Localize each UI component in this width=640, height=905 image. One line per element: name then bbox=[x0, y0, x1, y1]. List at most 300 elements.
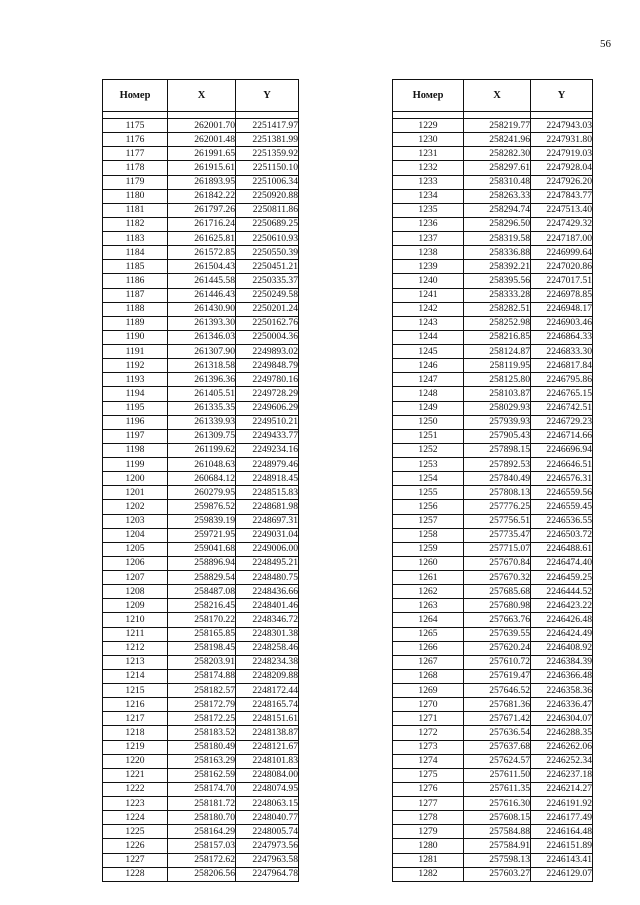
table-row bbox=[103, 613, 299, 627]
cell-number: 1249 bbox=[393, 401, 464, 415]
cell-x: 258282.51 bbox=[464, 302, 531, 316]
cell-number: 1269 bbox=[393, 684, 464, 698]
cell-x: 260684.12 bbox=[168, 472, 236, 486]
table-row bbox=[393, 655, 593, 669]
cell-y: 2249893.02 bbox=[236, 345, 299, 359]
cell-x: 258252.98 bbox=[464, 316, 531, 330]
cell-x: 258310.48 bbox=[464, 175, 531, 189]
cell-x: 258216.45 bbox=[168, 599, 236, 613]
cell-number: 1189 bbox=[103, 316, 168, 330]
table-row bbox=[103, 698, 299, 712]
table-row bbox=[393, 189, 593, 203]
table-row bbox=[393, 486, 593, 500]
cell-x: 257584.91 bbox=[464, 839, 531, 853]
cell-y: 2250335.37 bbox=[236, 274, 299, 288]
cell-x: 258124.87 bbox=[464, 345, 531, 359]
cell-x: 262001.48 bbox=[168, 133, 236, 147]
cell-number: 1210 bbox=[103, 613, 168, 627]
cell-y: 2246423.22 bbox=[531, 599, 593, 613]
cell-x: 257637.68 bbox=[464, 740, 531, 754]
table-row bbox=[393, 345, 593, 359]
cell-y: 2250689.25 bbox=[236, 217, 299, 231]
table-row bbox=[103, 387, 299, 401]
cell-x: 258206.56 bbox=[168, 867, 236, 881]
table-row bbox=[393, 260, 593, 274]
table-row bbox=[103, 655, 299, 669]
cell-number: 1196 bbox=[103, 415, 168, 429]
table-row bbox=[393, 669, 593, 683]
cell-number: 1252 bbox=[393, 443, 464, 457]
table-row bbox=[393, 754, 593, 768]
cell-number: 1271 bbox=[393, 712, 464, 726]
cell-y: 2247020.86 bbox=[531, 260, 593, 274]
cell-x: 259876.52 bbox=[168, 500, 236, 514]
cell-y: 2246262.06 bbox=[531, 740, 593, 754]
cell-number: 1178 bbox=[103, 161, 168, 175]
cell-y: 2248101.83 bbox=[236, 754, 299, 768]
table-row bbox=[103, 443, 299, 457]
table-row bbox=[393, 528, 593, 542]
table-row bbox=[103, 316, 299, 330]
cell-y: 2248074.95 bbox=[236, 782, 299, 796]
table-row bbox=[103, 825, 299, 839]
table-row bbox=[103, 246, 299, 260]
cell-x: 257603.27 bbox=[464, 867, 531, 881]
table-row bbox=[103, 754, 299, 768]
cell-y: 2248138.87 bbox=[236, 726, 299, 740]
cell-y: 2250550.39 bbox=[236, 246, 299, 260]
cell-number: 1248 bbox=[393, 387, 464, 401]
table-row bbox=[103, 203, 299, 217]
cell-x: 257735.47 bbox=[464, 528, 531, 542]
cell-number: 1263 bbox=[393, 599, 464, 613]
cell-x: 261991.65 bbox=[168, 147, 236, 161]
cell-x: 258297.61 bbox=[464, 161, 531, 175]
cell-x: 258162.59 bbox=[168, 768, 236, 782]
table-row bbox=[393, 599, 593, 613]
cell-number: 1276 bbox=[393, 782, 464, 796]
cell-x: 257584.88 bbox=[464, 825, 531, 839]
cell-x: 258170.22 bbox=[168, 613, 236, 627]
cell-y: 2246426.48 bbox=[531, 613, 593, 627]
header-spacer bbox=[393, 112, 593, 119]
table-row bbox=[103, 274, 299, 288]
cell-y: 2247017.51 bbox=[531, 274, 593, 288]
cell-number: 1195 bbox=[103, 401, 168, 415]
table-row bbox=[103, 556, 299, 570]
cell-number: 1278 bbox=[393, 811, 464, 825]
cell-number: 1256 bbox=[393, 500, 464, 514]
cell-y: 2246214.27 bbox=[531, 782, 593, 796]
table-row bbox=[393, 387, 593, 401]
cell-x: 258183.52 bbox=[168, 726, 236, 740]
table-row bbox=[393, 585, 593, 599]
cell-number: 1184 bbox=[103, 246, 168, 260]
cell-y: 2248301.38 bbox=[236, 627, 299, 641]
cell-x: 258829.54 bbox=[168, 571, 236, 585]
cell-number: 1266 bbox=[393, 641, 464, 655]
cell-x: 258119.95 bbox=[464, 359, 531, 373]
cell-x: 259721.95 bbox=[168, 528, 236, 542]
cell-number: 1186 bbox=[103, 274, 168, 288]
table-row bbox=[393, 811, 593, 825]
table-row bbox=[103, 232, 299, 246]
cell-x: 261318.58 bbox=[168, 359, 236, 373]
cell-x: 261346.03 bbox=[168, 330, 236, 344]
cell-y: 2246646.51 bbox=[531, 458, 593, 472]
cell-x: 261199.62 bbox=[168, 443, 236, 457]
cell-y: 2247926.20 bbox=[531, 175, 593, 189]
cell-number: 1245 bbox=[393, 345, 464, 359]
table-row bbox=[393, 782, 593, 796]
cell-y: 2248515.83 bbox=[236, 486, 299, 500]
cell-number: 1240 bbox=[393, 274, 464, 288]
table-row bbox=[393, 825, 593, 839]
table-row bbox=[393, 458, 593, 472]
cell-y: 2251150.10 bbox=[236, 161, 299, 175]
cell-x: 257608.15 bbox=[464, 811, 531, 825]
cell-y: 2246999.64 bbox=[531, 246, 593, 260]
cell-y: 2248258.46 bbox=[236, 641, 299, 655]
cell-y: 2246864.33 bbox=[531, 330, 593, 344]
table-row bbox=[103, 486, 299, 500]
cell-number: 1279 bbox=[393, 825, 464, 839]
table-row bbox=[393, 203, 593, 217]
cell-number: 1227 bbox=[103, 853, 168, 867]
cell-number: 1200 bbox=[103, 472, 168, 486]
cell-x: 261393.30 bbox=[168, 316, 236, 330]
table-row bbox=[103, 627, 299, 641]
table-row bbox=[393, 684, 593, 698]
cell-number: 1181 bbox=[103, 203, 168, 217]
cell-x: 261797.26 bbox=[168, 203, 236, 217]
cell-y: 2246729.23 bbox=[531, 415, 593, 429]
table-row bbox=[103, 867, 299, 881]
cell-x: 257611.50 bbox=[464, 768, 531, 782]
table-row bbox=[103, 217, 299, 231]
table-row bbox=[393, 712, 593, 726]
cell-x: 261625.81 bbox=[168, 232, 236, 246]
cell-y: 2246424.49 bbox=[531, 627, 593, 641]
table-row bbox=[103, 768, 299, 782]
cell-y: 2246696.94 bbox=[531, 443, 593, 457]
table-row bbox=[103, 853, 299, 867]
cell-y: 2246503.72 bbox=[531, 528, 593, 542]
table-row bbox=[393, 641, 593, 655]
cell-x: 257624.57 bbox=[464, 754, 531, 768]
coordinates-table-right bbox=[392, 79, 593, 882]
cell-number: 1206 bbox=[103, 556, 168, 570]
cell-number: 1261 bbox=[393, 571, 464, 585]
table-row bbox=[393, 316, 593, 330]
cell-x: 258392.21 bbox=[464, 260, 531, 274]
cell-x: 261307.90 bbox=[168, 345, 236, 359]
cell-number: 1253 bbox=[393, 458, 464, 472]
cell-x: 257639.55 bbox=[464, 627, 531, 641]
cell-x: 258241.96 bbox=[464, 133, 531, 147]
cell-y: 2246177.49 bbox=[531, 811, 593, 825]
cell-number: 1207 bbox=[103, 571, 168, 585]
header-y: Y bbox=[531, 80, 593, 112]
cell-y: 2248209.88 bbox=[236, 669, 299, 683]
cell-y: 2250610.93 bbox=[236, 232, 299, 246]
cell-number: 1282 bbox=[393, 867, 464, 881]
cell-x: 258296.50 bbox=[464, 217, 531, 231]
table-row bbox=[103, 782, 299, 796]
cell-x: 257598.13 bbox=[464, 853, 531, 867]
table-row bbox=[393, 472, 593, 486]
cell-y: 2246408.92 bbox=[531, 641, 593, 655]
header-x: X bbox=[464, 80, 531, 112]
cell-y: 2246978.85 bbox=[531, 288, 593, 302]
cell-number: 1264 bbox=[393, 613, 464, 627]
cell-y: 2247187.00 bbox=[531, 232, 593, 246]
cell-x: 258164.29 bbox=[168, 825, 236, 839]
cell-y: 2248480.75 bbox=[236, 571, 299, 585]
table-header-row bbox=[393, 80, 593, 112]
table-row bbox=[103, 119, 299, 133]
table-row bbox=[103, 373, 299, 387]
cell-y: 2246191.92 bbox=[531, 797, 593, 811]
cell-number: 1179 bbox=[103, 175, 168, 189]
cell-number: 1258 bbox=[393, 528, 464, 542]
table-row bbox=[393, 401, 593, 415]
table-row bbox=[393, 627, 593, 641]
cell-number: 1244 bbox=[393, 330, 464, 344]
table-row bbox=[393, 217, 593, 231]
table-row bbox=[103, 133, 299, 147]
table-row bbox=[393, 500, 593, 514]
cell-number: 1222 bbox=[103, 782, 168, 796]
table-row bbox=[393, 330, 593, 344]
cell-x: 257616.30 bbox=[464, 797, 531, 811]
table-row bbox=[393, 119, 593, 133]
cell-number: 1183 bbox=[103, 232, 168, 246]
cell-y: 2246488.61 bbox=[531, 542, 593, 556]
cell-number: 1197 bbox=[103, 429, 168, 443]
cell-y: 2247919.03 bbox=[531, 147, 593, 161]
cell-x: 257646.52 bbox=[464, 684, 531, 698]
cell-x: 258333.28 bbox=[464, 288, 531, 302]
table-row bbox=[103, 585, 299, 599]
table-row bbox=[393, 246, 593, 260]
cell-number: 1191 bbox=[103, 345, 168, 359]
table-row bbox=[393, 288, 593, 302]
cell-number: 1218 bbox=[103, 726, 168, 740]
cell-y: 2251006.34 bbox=[236, 175, 299, 189]
cell-y: 2247963.58 bbox=[236, 853, 299, 867]
table-row bbox=[393, 740, 593, 754]
cell-y: 2247943.03 bbox=[531, 119, 593, 133]
cell-number: 1237 bbox=[393, 232, 464, 246]
cell-number: 1185 bbox=[103, 260, 168, 274]
cell-x: 258182.57 bbox=[168, 684, 236, 698]
table-row bbox=[393, 232, 593, 246]
cell-y: 2250004.36 bbox=[236, 330, 299, 344]
cell-y: 2246833.30 bbox=[531, 345, 593, 359]
cell-x: 257840.49 bbox=[464, 472, 531, 486]
table-row bbox=[393, 359, 593, 373]
cell-y: 2248165.74 bbox=[236, 698, 299, 712]
table-row bbox=[393, 556, 593, 570]
cell-number: 1187 bbox=[103, 288, 168, 302]
header-y: Y bbox=[236, 80, 299, 112]
cell-x: 258395.56 bbox=[464, 274, 531, 288]
cell-y: 2248084.00 bbox=[236, 768, 299, 782]
table-row bbox=[103, 542, 299, 556]
cell-y: 2246143.41 bbox=[531, 853, 593, 867]
table-row bbox=[393, 542, 593, 556]
table-row bbox=[393, 373, 593, 387]
cell-number: 1213 bbox=[103, 655, 168, 669]
cell-x: 261915.61 bbox=[168, 161, 236, 175]
cell-y: 2246358.36 bbox=[531, 684, 593, 698]
cell-number: 1281 bbox=[393, 853, 464, 867]
table-row bbox=[393, 853, 593, 867]
cell-y: 2246129.07 bbox=[531, 867, 593, 881]
cell-x: 261716.24 bbox=[168, 217, 236, 231]
cell-number: 1223 bbox=[103, 797, 168, 811]
cell-number: 1235 bbox=[393, 203, 464, 217]
table-row bbox=[103, 302, 299, 316]
cell-x: 257939.93 bbox=[464, 415, 531, 429]
cell-x: 257663.76 bbox=[464, 613, 531, 627]
cell-number: 1188 bbox=[103, 302, 168, 316]
cell-x: 258157.03 bbox=[168, 839, 236, 853]
cell-y: 2247973.56 bbox=[236, 839, 299, 853]
table-row bbox=[103, 641, 299, 655]
cell-x: 257715.07 bbox=[464, 542, 531, 556]
cell-number: 1199 bbox=[103, 458, 168, 472]
cell-number: 1182 bbox=[103, 217, 168, 231]
cell-x: 258896.94 bbox=[168, 556, 236, 570]
cell-y: 2246765.15 bbox=[531, 387, 593, 401]
table-row bbox=[103, 429, 299, 443]
cell-y: 2247928.04 bbox=[531, 161, 593, 175]
table-row bbox=[103, 740, 299, 754]
table-row bbox=[103, 359, 299, 373]
cell-y: 2248063.15 bbox=[236, 797, 299, 811]
cell-x: 258172.79 bbox=[168, 698, 236, 712]
cell-number: 1202 bbox=[103, 500, 168, 514]
table-row bbox=[103, 458, 299, 472]
cell-y: 2246304.07 bbox=[531, 712, 593, 726]
cell-y: 2248005.74 bbox=[236, 825, 299, 839]
table-header-row bbox=[103, 80, 299, 112]
cell-y: 2247964.78 bbox=[236, 867, 299, 881]
cell-x: 257898.15 bbox=[464, 443, 531, 457]
header-spacer bbox=[103, 112, 299, 119]
cell-y: 2246742.51 bbox=[531, 401, 593, 415]
cell-y: 2251381.99 bbox=[236, 133, 299, 147]
cell-x: 257636.54 bbox=[464, 726, 531, 740]
cell-y: 2248979.46 bbox=[236, 458, 299, 472]
table-row bbox=[103, 726, 299, 740]
cell-y: 2246164.48 bbox=[531, 825, 593, 839]
cell-y: 2246576.31 bbox=[531, 472, 593, 486]
table-row bbox=[103, 684, 299, 698]
cell-number: 1259 bbox=[393, 542, 464, 556]
cell-number: 1225 bbox=[103, 825, 168, 839]
cell-x: 261504.43 bbox=[168, 260, 236, 274]
table-row bbox=[103, 189, 299, 203]
table-row bbox=[103, 571, 299, 585]
table-row bbox=[103, 839, 299, 853]
cell-number: 1277 bbox=[393, 797, 464, 811]
cell-x: 261572.85 bbox=[168, 246, 236, 260]
cell-x: 261335.35 bbox=[168, 401, 236, 415]
table-row bbox=[393, 514, 593, 528]
cell-number: 1230 bbox=[393, 133, 464, 147]
cell-number: 1216 bbox=[103, 698, 168, 712]
cell-number: 1198 bbox=[103, 443, 168, 457]
header-x: X bbox=[168, 80, 236, 112]
cell-number: 1177 bbox=[103, 147, 168, 161]
cell-y: 2249433.77 bbox=[236, 429, 299, 443]
table-row bbox=[103, 161, 299, 175]
table-row bbox=[103, 147, 299, 161]
cell-x: 258103.87 bbox=[464, 387, 531, 401]
cell-x: 258181.72 bbox=[168, 797, 236, 811]
cell-x: 258174.88 bbox=[168, 669, 236, 683]
cell-number: 1272 bbox=[393, 726, 464, 740]
cell-x: 258282.30 bbox=[464, 147, 531, 161]
page-number: 56 bbox=[600, 38, 611, 50]
table-row bbox=[103, 500, 299, 514]
cell-x: 260279.95 bbox=[168, 486, 236, 500]
cell-y: 2247843.77 bbox=[531, 189, 593, 203]
table-row bbox=[103, 599, 299, 613]
cell-number: 1232 bbox=[393, 161, 464, 175]
cell-number: 1260 bbox=[393, 556, 464, 570]
cell-y: 2246474.40 bbox=[531, 556, 593, 570]
table-row bbox=[393, 698, 593, 712]
cell-y: 2249780.16 bbox=[236, 373, 299, 387]
cell-y: 2246948.17 bbox=[531, 302, 593, 316]
cell-y: 2246559.56 bbox=[531, 486, 593, 500]
cell-x: 262001.70 bbox=[168, 119, 236, 133]
cell-number: 1231 bbox=[393, 147, 464, 161]
cell-number: 1226 bbox=[103, 839, 168, 853]
cell-x: 257892.53 bbox=[464, 458, 531, 472]
cell-number: 1268 bbox=[393, 669, 464, 683]
cell-number: 1192 bbox=[103, 359, 168, 373]
cell-x: 257670.84 bbox=[464, 556, 531, 570]
table-row bbox=[393, 161, 593, 175]
cell-number: 1175 bbox=[103, 119, 168, 133]
cell-y: 2246559.45 bbox=[531, 500, 593, 514]
cell-x: 258219.77 bbox=[464, 119, 531, 133]
cell-x: 258198.45 bbox=[168, 641, 236, 655]
table-row bbox=[393, 415, 593, 429]
table-row bbox=[103, 514, 299, 528]
cell-x: 257670.32 bbox=[464, 571, 531, 585]
cell-x: 261396.36 bbox=[168, 373, 236, 387]
cell-y: 2246817.84 bbox=[531, 359, 593, 373]
cell-x: 258180.70 bbox=[168, 811, 236, 825]
cell-y: 2250162.76 bbox=[236, 316, 299, 330]
cell-y: 2246444.52 bbox=[531, 585, 593, 599]
cell-y: 2250451.21 bbox=[236, 260, 299, 274]
cell-x: 258172.62 bbox=[168, 853, 236, 867]
cell-y: 2247429.32 bbox=[531, 217, 593, 231]
cell-y: 2248697.31 bbox=[236, 514, 299, 528]
cell-x: 258216.85 bbox=[464, 330, 531, 344]
table-row bbox=[393, 613, 593, 627]
cell-number: 1201 bbox=[103, 486, 168, 500]
cell-x: 257685.68 bbox=[464, 585, 531, 599]
cell-number: 1205 bbox=[103, 542, 168, 556]
